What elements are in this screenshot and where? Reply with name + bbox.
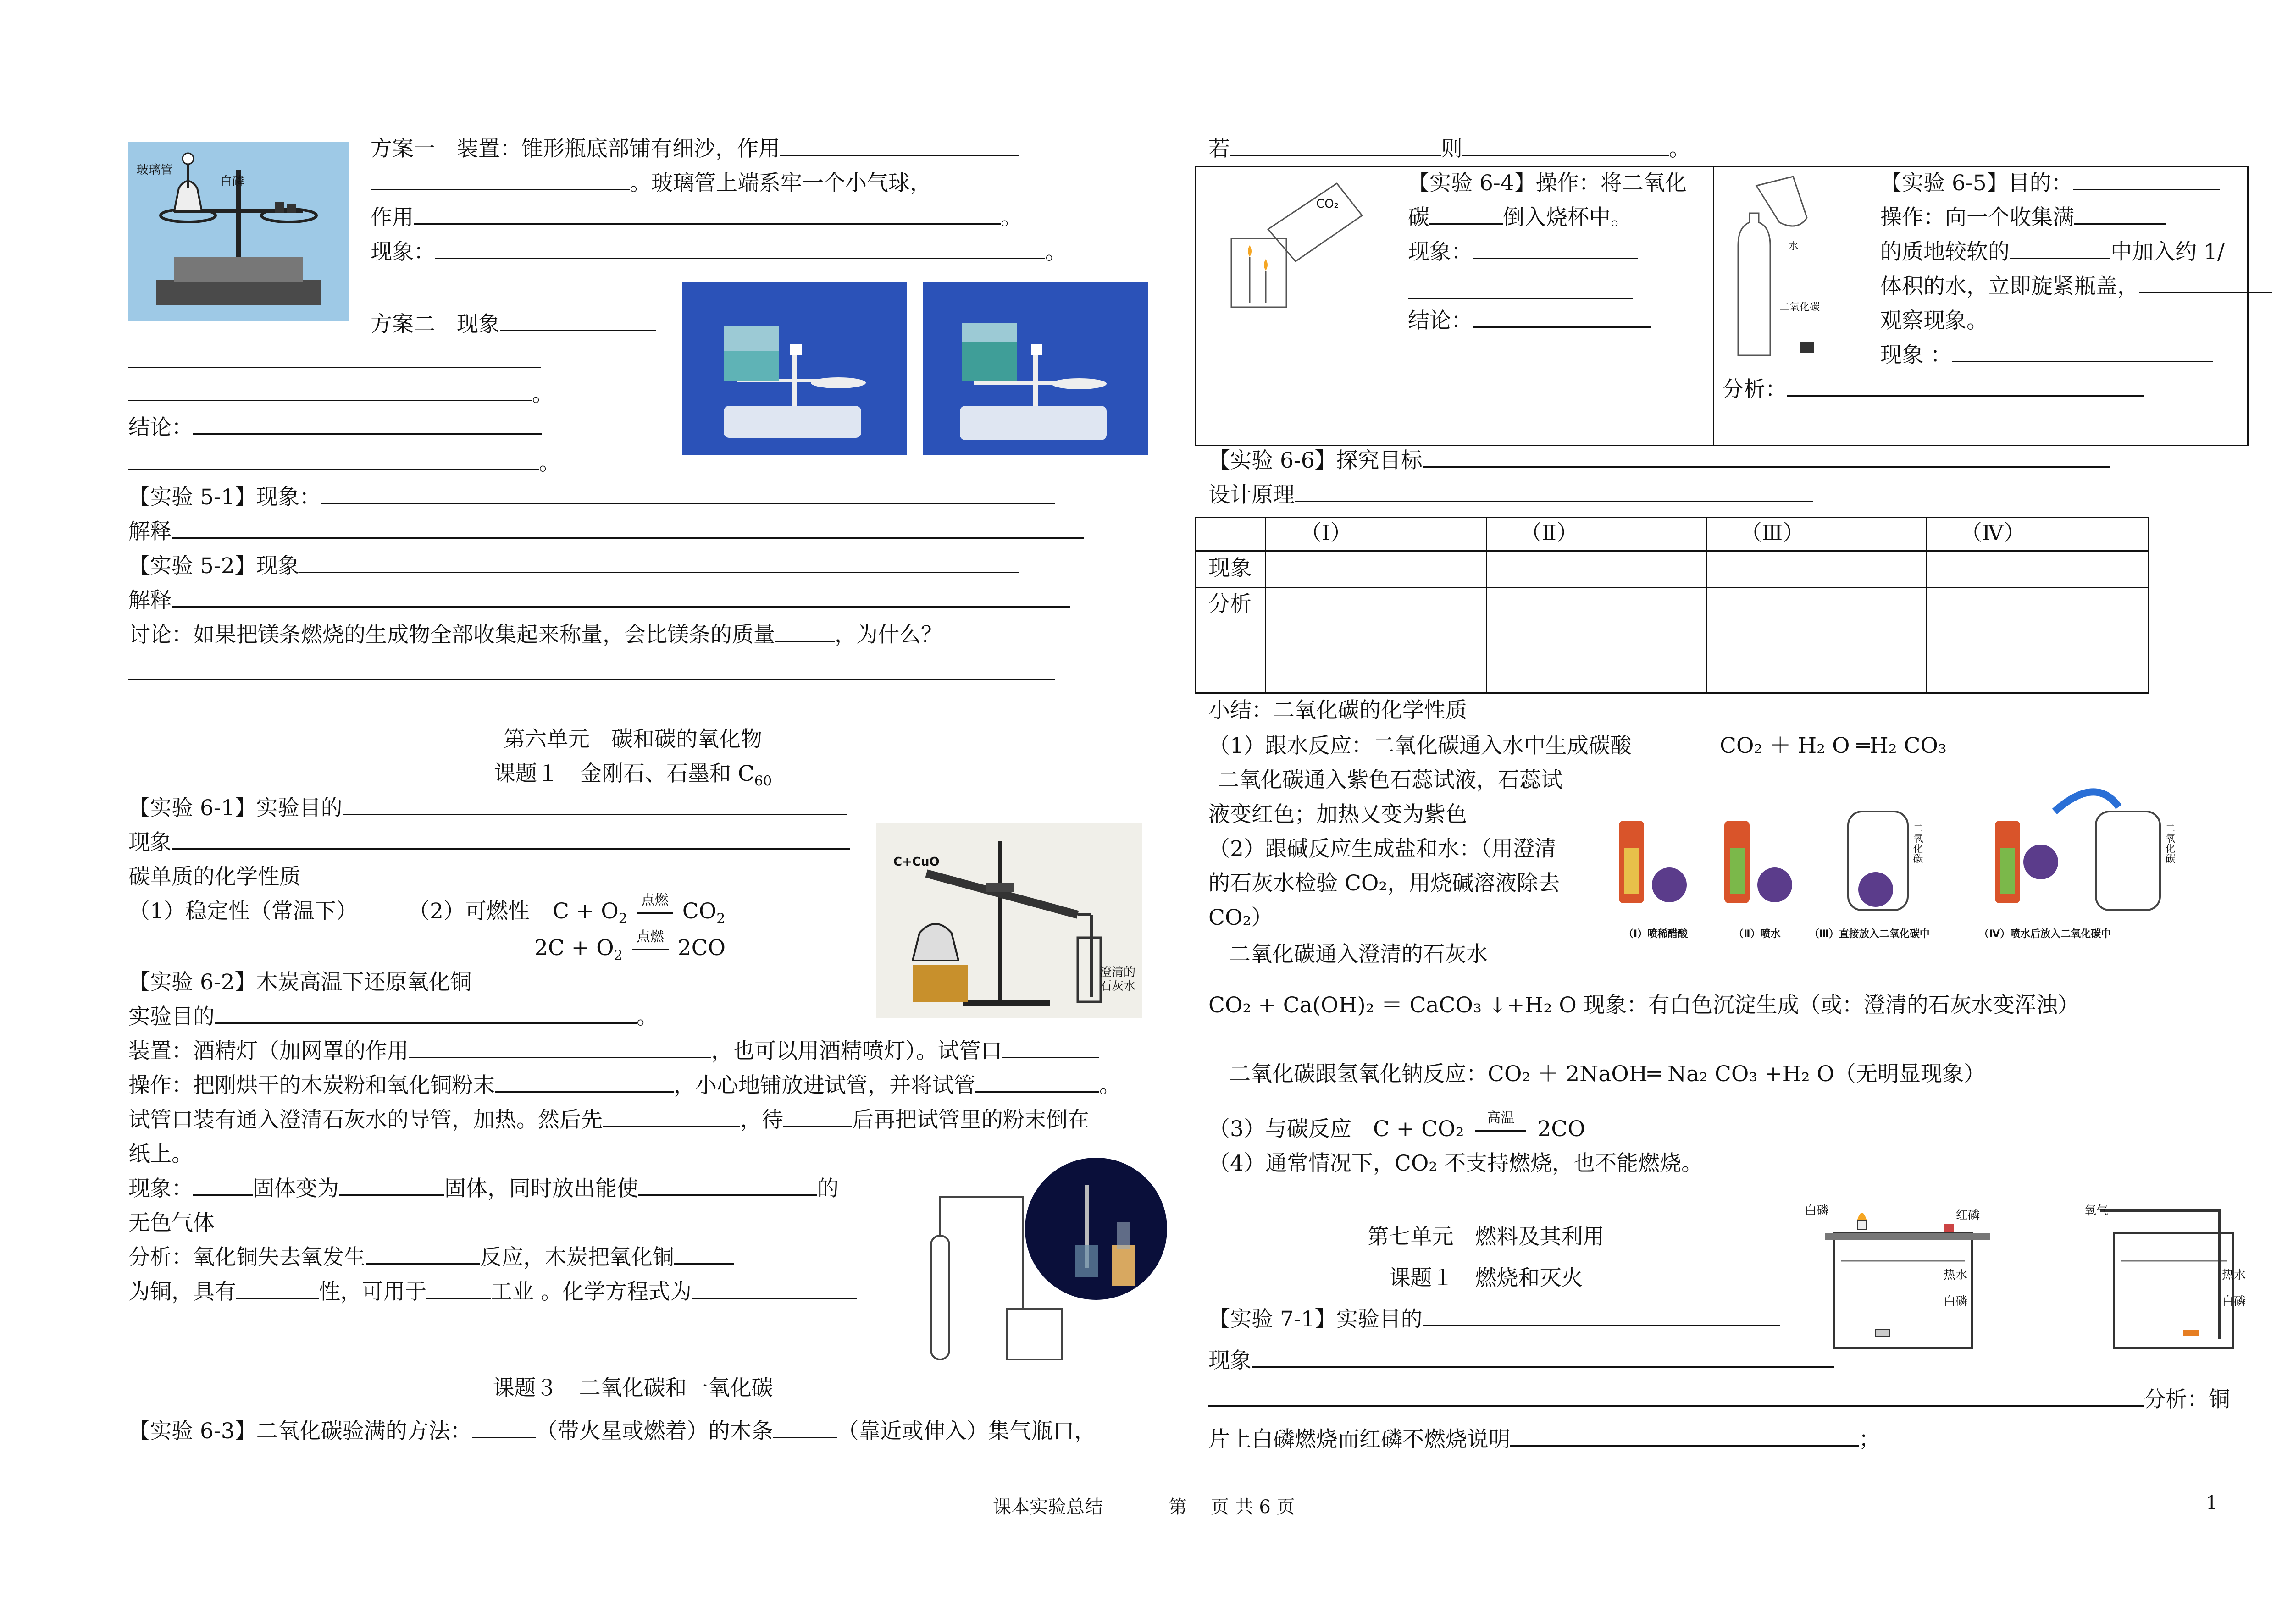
exp63: 【实验 6-3】二氧化碳验满的方法： （带火星或燃着）的木条 （靠近或伸入）集气瓶口， <box>128 1419 1096 1444</box>
summary-p1-eq: CO₂ ＋ H₂ O ═H₂ CO₃ <box>1720 733 1947 758</box>
cup-co2-label: CO₂ <box>1316 197 1339 211</box>
co2-pouring-image <box>1218 174 1374 312</box>
top-if-then: 若 则 。 <box>1208 136 1690 161</box>
exp62-operation: 操作：把刚烘干的木炭粉和氧化铜粉末 ，小心地铺放进试管，并将试管 。 <box>128 1073 1121 1098</box>
footer-title: 课本实验总结 <box>993 1497 1103 1518</box>
summary-p3: （3）与碳反应 C + CO₂ 高温 2CO <box>1208 1110 1585 1142</box>
exp65-phenomenon: 现象 ： <box>1880 342 2213 369</box>
footer-page-b: 页 共 6 页 <box>1211 1497 1295 1518</box>
topic1-title: 课题１ 金刚石、石墨和 $C_{60}$ <box>493 761 772 790</box>
discussion-answer-line <box>128 679 1055 680</box>
exp51-phenomenon: 【实验 5-1】现象： <box>128 484 1055 511</box>
exp62-purpose: 实验目的 。 <box>128 1004 658 1029</box>
table-header-4: （Ⅳ） <box>1961 520 2025 546</box>
balance-photo-2 <box>923 282 1148 455</box>
carbon-flammability: （2）可燃性 <box>408 899 530 924</box>
exp65-line5: 观察现象。 <box>1880 308 1988 333</box>
combustion-beaker-image <box>1798 1192 2256 1353</box>
exp64-phenomenon: 现象： <box>1408 238 1638 266</box>
summary-p1b: 二氧化碳通入紫色石蕊试液，石蕊试 <box>1218 768 1562 793</box>
table-header-2: （Ⅱ） <box>1520 520 1578 546</box>
exp64-line1: 【实验 6-4】操作：将二氧化 <box>1408 171 1687 196</box>
white-p-label-3: 白磷 <box>2222 1295 2246 1309</box>
exp52-phenomenon: 【实验 5-2】现象 <box>128 552 1019 580</box>
footer-page-number: 1 <box>2206 1492 2218 1514</box>
table-header-3: （Ⅲ） <box>1740 520 1805 546</box>
exp62-title: 【实验 6-2】木炭高温下还原氧化铜 <box>128 970 472 995</box>
exp62-analysis-2: 为铜，具有 性，可用于 工业 。化学方程式为 <box>128 1278 857 1306</box>
c-cuo-label: C+CuO <box>893 855 940 869</box>
white-phosphorus-label: 白磷 <box>220 175 244 188</box>
scheme2-conclusion: 结论： <box>128 414 542 442</box>
red-p-label: 红磷 <box>1956 1209 1980 1222</box>
scheme2-line2 <box>128 367 541 368</box>
white-p-label-2: 白磷 <box>1944 1295 1968 1309</box>
balance-photo-1 <box>682 282 907 455</box>
exp65-line3: 的质地较软的 中加入约 1/ <box>1880 239 2225 265</box>
summary-title: 小结：二氧化碳的化学性质 <box>1208 698 1467 723</box>
summary-p2c: CO₂） <box>1208 905 1273 930</box>
discussion: 讨论：如果把镁条燃烧的生成物全部收集起来称量，会比镁条的质量 ，为什么？ <box>128 622 942 647</box>
exp64-line2: 碳 倒入烧杯中。 <box>1408 205 1632 230</box>
exp66-principle: 设计原理 <box>1208 481 1813 509</box>
table-row-phenomenon: 现象 <box>1208 556 1252 581</box>
scheme2-line5: 。 <box>128 449 560 477</box>
oxygen-label: 氧气 <box>2084 1204 2109 1218</box>
table-col-line-4 <box>1926 517 1927 692</box>
exp51-explanation: 解释 <box>128 518 1084 546</box>
summary-p2d: 二氧化碳通入澄清的石灰水 <box>1229 942 1488 967</box>
exp66-goal: 【实验 6-6】探究目标 <box>1208 447 2110 475</box>
carbon-properties-title: 碳单质的化学性质 <box>128 864 301 889</box>
table-col-line-1 <box>1265 517 1266 692</box>
scheme1-line3: 作用 。 <box>371 205 1022 230</box>
reduction-apparatus-image <box>906 1153 1169 1369</box>
unit6-title: 第六单元 碳和碳的氧化物 <box>504 727 762 752</box>
equation-c-o2: $C + O_2$ 点燃 $CO_2$ <box>553 892 726 927</box>
equation-naoh: 二氧化碳跟氢氧化钠反应：CO₂ ＋ 2NaOH═ Na₂ CO₃ +H₂ O（无明显现象） <box>1229 1061 1985 1087</box>
flower-caption-4: （Ⅳ）喷水后放入二氧化碳中 <box>1979 928 2111 940</box>
summary-p4: （4）通常情况下，CO₂ 不支持燃烧，也不能燃烧。 <box>1208 1151 1703 1176</box>
equation-2c-o2: $2C + O_2$ 点燃 2CO <box>534 929 726 964</box>
unit7-title: 第七单元 燃料及其利用 <box>1367 1224 1605 1249</box>
exp71-analysis-line: 分析：铜 <box>1208 1386 2230 1414</box>
scheme2-line3: 。 <box>128 381 554 408</box>
summary-p1c: 液变红色；加热又变为紫色 <box>1208 802 1467 827</box>
scheme1-line2: 。玻璃管上端系牢一个小气球， <box>371 170 931 197</box>
hot-water-label: 热水 <box>1944 1268 1968 1282</box>
table-header-1: （Ⅰ） <box>1300 520 1352 546</box>
exp62-line5: 纸上。 <box>128 1142 193 1167</box>
right-column <box>1174 0 2293 1624</box>
tube-label: 玻璃管 <box>137 163 173 177</box>
jar-co2-label-1: 二氧化碳 <box>1911 823 1923 863</box>
exp64-conclusion: 结论： <box>1408 307 1651 335</box>
summary-p2b: 的石灰水检验 CO₂，用烧碱溶液除去 <box>1208 871 1560 896</box>
topic3-title: 课题３ 二氧化碳和一氧化碳 <box>493 1375 773 1401</box>
table-row-line-1 <box>1195 550 2148 552</box>
scheme1-line4: 现象： 。 <box>371 239 1067 265</box>
limewater-label-2: 石灰水 <box>1100 979 1136 993</box>
limewater-label-1: 澄清的 <box>1100 966 1136 979</box>
carbon-stability: （1）稳定性（常温下） <box>128 899 358 924</box>
litmus-flower-image <box>1601 770 2188 951</box>
white-p-label: 白磷 <box>1805 1204 1829 1218</box>
equation-limewater: CO₂ + Ca(OH)₂ ＝ CaCO₃ ↓+H₂ O 现象：有白色沉淀生成（或：澄清的石灰水变浑浊） <box>1208 993 2079 1018</box>
exp62-phenomenon: 现象： 固体变为 固体，同时放出能使 的 <box>128 1176 839 1201</box>
flower-caption-1: （Ⅰ）喷稀醋酸 <box>1623 928 1688 940</box>
bottle-image <box>1720 172 1839 365</box>
exp52-explanation: 解释 <box>128 587 1070 614</box>
exp71-purpose: 【实验 7-1】实验目的 <box>1208 1306 1780 1333</box>
table-col-line-3 <box>1706 517 1707 692</box>
flower-caption-3: （Ⅲ）直接放入二氧化碳中 <box>1809 928 1930 940</box>
c-cuo-apparatus-image <box>876 823 1142 1018</box>
table-row-line-2 <box>1195 587 2148 588</box>
footer-page-a: 第 <box>1169 1497 1187 1518</box>
exp65-line2: 操作：向一个收集满 <box>1880 204 2166 232</box>
exp61-purpose: 【实验 6-1】实验目的 <box>128 795 847 822</box>
bottle-water-label: 水 <box>1789 241 1799 252</box>
bottle-co2-label: 二氧化碳 <box>1779 302 1820 313</box>
scheme2-line1: 方案二 现象 <box>371 311 656 338</box>
exp65-line1: 【实验 6-5】目的： <box>1880 170 2220 197</box>
table-col-line-2 <box>1486 517 1487 692</box>
balance-diagram-image <box>128 142 349 321</box>
flower-caption-2: （Ⅱ）喷水 <box>1734 928 1781 940</box>
exp62-analysis: 分析：氧化铜失去氧发生 反应，木炭把氧化铜 <box>128 1244 734 1271</box>
exp64-65-divider <box>1713 166 1714 445</box>
summary-p2a: （2）跟碱反应生成盐和水：（用澄清 <box>1208 836 1556 862</box>
exp62-device: 装置：酒精灯（加网罩的作用 ，也可以用酒精喷灯）。试管口 <box>128 1038 1099 1065</box>
exp71-conclusion: 片上白磷燃烧而红磷不燃烧说明 ； <box>1208 1427 1880 1452</box>
exp71-phenomenon: 现象 <box>1208 1347 1834 1375</box>
exp65-analysis: 分析： <box>1722 376 2144 403</box>
unit7-topic: 课题１ 燃烧和灭火 <box>1389 1265 1583 1291</box>
exp61-phenomenon: 现象 <box>128 829 850 856</box>
exp62-line4: 试管口装有通入澄清石灰水的导管，加热。然后先 ，待 后再把试管里的粉末倒在 <box>128 1107 1089 1132</box>
jar-co2-label-2: 二氧化碳 <box>2164 823 2175 863</box>
table-row-analysis: 分析 <box>1208 591 1252 617</box>
hot-water-label-2: 热水 <box>2222 1268 2246 1282</box>
exp65-line4: 体积的水，立即旋紧瓶盖， <box>1880 273 2272 300</box>
exp64-line4 <box>1408 298 1633 299</box>
exp62-gas: 无色气体 <box>128 1210 215 1236</box>
scheme1-line1: 方案一 装置：锥形瓶底部铺有细沙，作用 <box>371 135 1019 163</box>
summary-p1: （1）跟水反应：二氧化碳通入水中生成碳酸 <box>1208 733 1632 758</box>
